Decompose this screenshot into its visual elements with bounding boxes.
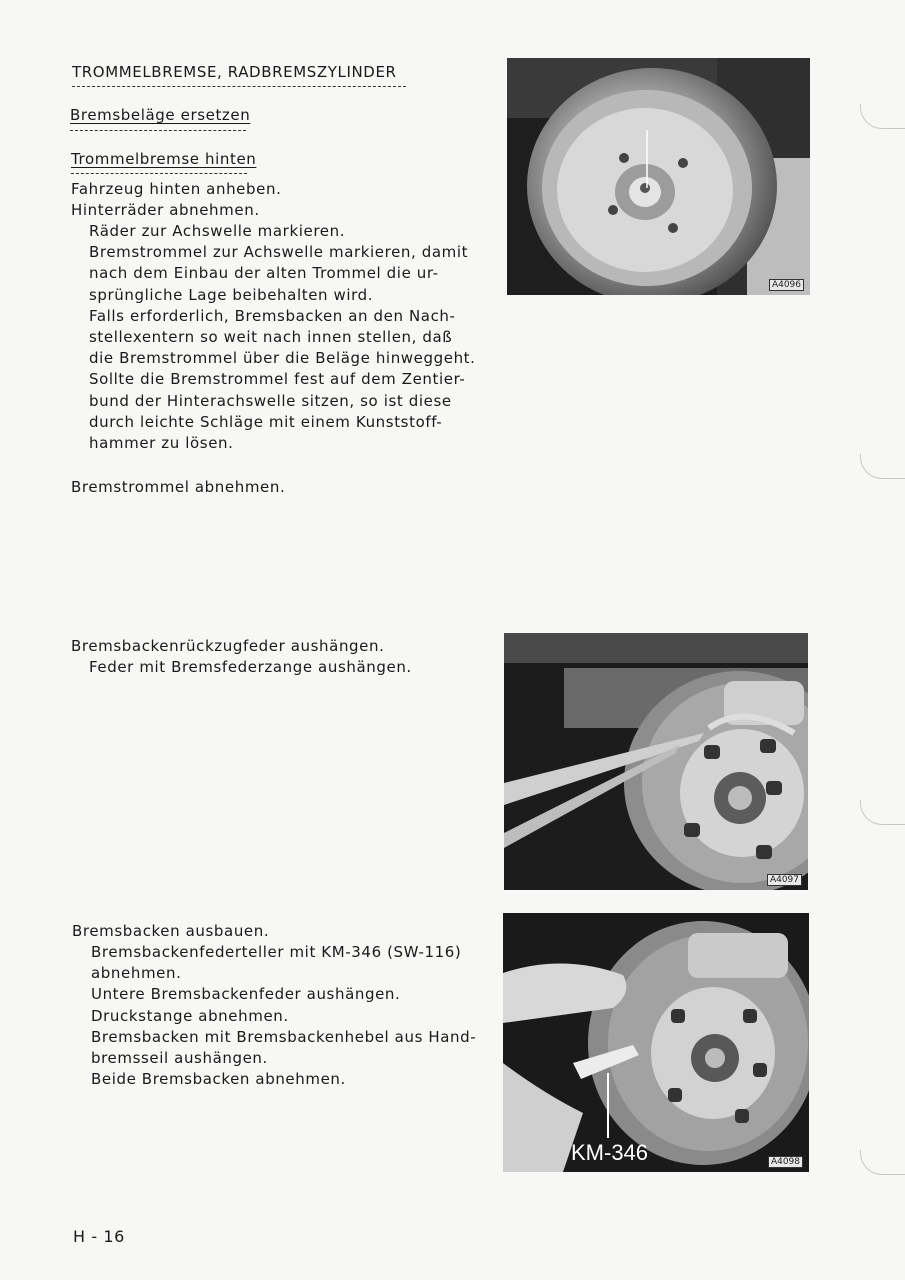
punch-hole-mark — [860, 1150, 905, 1175]
step-list — [71, 179, 281, 221]
brake-shoe-photo — [503, 913, 809, 1172]
detail-line: Falls erforderlich, Bremsbacken an den Nach- — [89, 306, 456, 325]
punch-hole-mark — [860, 800, 905, 825]
detail-line: Bremsbackenfederteller mit KM-346 (SW-116) — [91, 943, 462, 961]
detail-line: abnehmen. — [91, 964, 182, 983]
detail-line: Bremstrommel zur Achswelle markieren, damit — [89, 243, 469, 262]
section-title: TROMMELBREMSE, RADBREMSZYLINDER — [72, 63, 397, 81]
subsubheading: Trommelbremse hinten — [71, 150, 257, 168]
detail-line: Druckstange abnehmen. — [91, 1006, 289, 1025]
step-shoes-detail-list — [91, 942, 476, 1090]
detail-line: durch leichte Schläge mit einem Kunststoff- — [89, 412, 443, 431]
detail-line: Untere Bremsbackenfeder aushängen. — [91, 985, 401, 1004]
tool-label: KM-346 — [571, 1140, 649, 1165]
step-spring: Bremsbackenrückzugfeder aushängen. — [71, 637, 385, 655]
step-detail-list — [89, 221, 476, 454]
page-number: H - 16 — [73, 1227, 125, 1246]
detail-line: hammer zu lösen. — [89, 433, 234, 452]
figure-ref: A4098 — [768, 1156, 803, 1168]
detail-line: Beide Bremsbacken abnehmen. — [91, 1070, 346, 1089]
detail-line: nach dem Einbau der alten Trommel die ur- — [89, 264, 439, 283]
detail-line: Räder zur Achswelle markieren. — [89, 222, 346, 240]
title-underline — [72, 86, 406, 87]
brake-spring-photo — [504, 633, 808, 890]
detail-line: sprüngliche Lage beibehalten wird. — [89, 285, 374, 304]
brake-drum-photo — [507, 58, 810, 295]
detail-line: bund der Hinterachswelle sitzen, so ist diese — [89, 391, 452, 410]
detail-line: Sollte die Bremstrommel fest auf dem Zentier- — [89, 370, 466, 389]
punch-hole-mark — [860, 104, 905, 129]
subheading: Bremsbeläge ersetzen — [70, 106, 251, 124]
detail-line: stellexentern so weit nach innen stellen, daß — [89, 327, 453, 346]
step-spring-detail: Feder mit Bremsfederzange aushängen. — [89, 658, 412, 676]
subheading-underline — [70, 130, 246, 131]
detail-line: Bremsbacken mit Bremsbackenhebel aus Hand- — [91, 1027, 477, 1046]
step-shoes: Bremsbacken ausbauen. — [72, 922, 270, 940]
figure-ref: A4097 — [767, 874, 802, 886]
figure-ref: A4096 — [769, 279, 804, 291]
detail-line: bremsseil aushängen. — [91, 1048, 268, 1067]
step-line: Hinterräder abnehmen. — [71, 201, 260, 220]
step-line: Fahrzeug hinten anheben. — [71, 180, 282, 198]
punch-hole-mark — [860, 454, 905, 479]
subsubheading-underline — [71, 173, 247, 174]
detail-line: die Bremstrommel über die Beläge hinweggeht. — [89, 349, 476, 368]
step-remove-drum: Bremstrommel abnehmen. — [71, 478, 286, 496]
